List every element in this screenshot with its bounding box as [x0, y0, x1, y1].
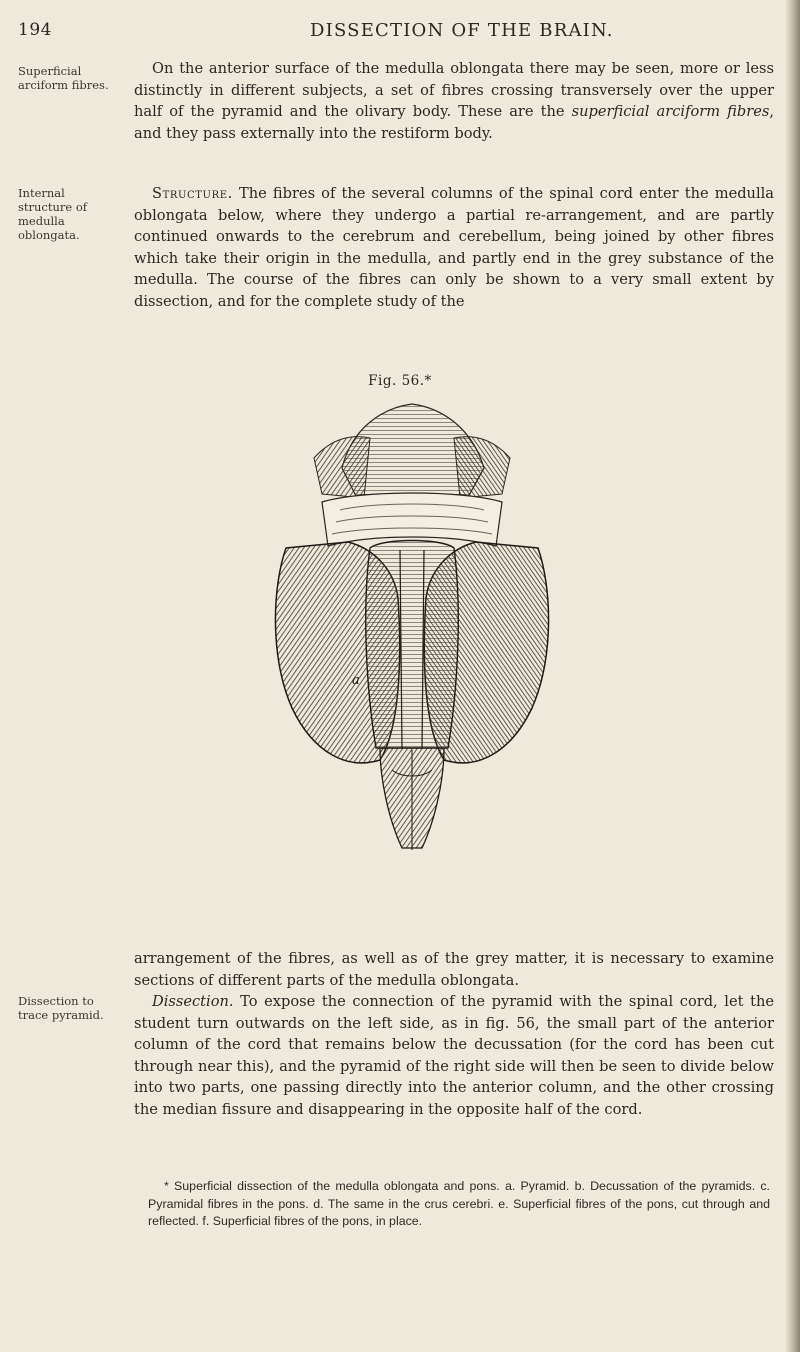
paragraph-arciform-fibres — [134, 58, 774, 144]
page-header — [0, 20, 800, 50]
dissection-label: Dissection. — [152, 993, 234, 1010]
p2-text: The fibres of the several columns of the spinal cord enter the medulla oblongata below, where they undergo a partial re-arrangement, and are partly continued onwards to the cerebrum and cerebellum, being joined by other fibres which take their origin in the medulla, and partly end in the grey substance of the medulla. The course of the fibres can only be shown to a very small extent by dissection, and for the complete study of the — [134, 185, 774, 310]
p1-italic-term: superficial arciform fibres — [571, 103, 770, 120]
page-number: 194 — [18, 20, 52, 40]
margin-note-superficial: Superficial arciform fibres. — [18, 64, 109, 92]
paragraph-structure — [134, 183, 774, 312]
running-head: DISSECTION OF THE BRAIN. — [310, 20, 614, 41]
p4-text: To expose the connection of the pyramid with the spinal cord, let the student turn outwards on the left side, as in fig. 56, the small part of the anterior column of the cord that remains below the decussation (for the cord has been cut through near this), and the pyramid of the right side will then be seen to divide below into two parts, one passing directly into the anterior column, and the other crossing the median fissure and disappearing in the opposite half of the cord. — [134, 993, 774, 1118]
figure-footnote: * Superficial dissection of the medulla oblongata and pons. a. Pyramid. b. Decussation of the pyramids. c. Pyramidal fibres in the pons. d. The same in the crus cerebri. e. Superficial fibres of the pons, cut through and reflected. f. Superficial fibres of the pons, in place. — [148, 1179, 770, 1228]
figure-caption: Fig. 56.* — [368, 373, 432, 389]
medulla-pons-illustration — [252, 398, 572, 858]
page-edge-shadow — [786, 0, 800, 1352]
margin-note-dissection: Dissection to trace pyramid. — [18, 994, 104, 1022]
paragraph-continuation: arrangement of the fibres, as well as of the grey matter, it is necessary to examine sections of different parts of the medulla oblongata. — [134, 950, 774, 989]
figure-label-a: a — [352, 673, 360, 688]
structure-label: Structure. — [152, 185, 233, 202]
p1-text-b: , and they pass externally into the restiform body. — [134, 103, 774, 142]
paragraph-dissection — [134, 991, 774, 1120]
margin-note-internal-structure: Internal structure of medulla oblongata. — [18, 186, 88, 242]
p1-text-a: On the anterior surface of the medulla oblongata there may be seen, more or less distinctly in different subjects, a set of fibres crossing transversely over the upper half of the pyramid and the olivary body. These are the — [134, 60, 774, 120]
